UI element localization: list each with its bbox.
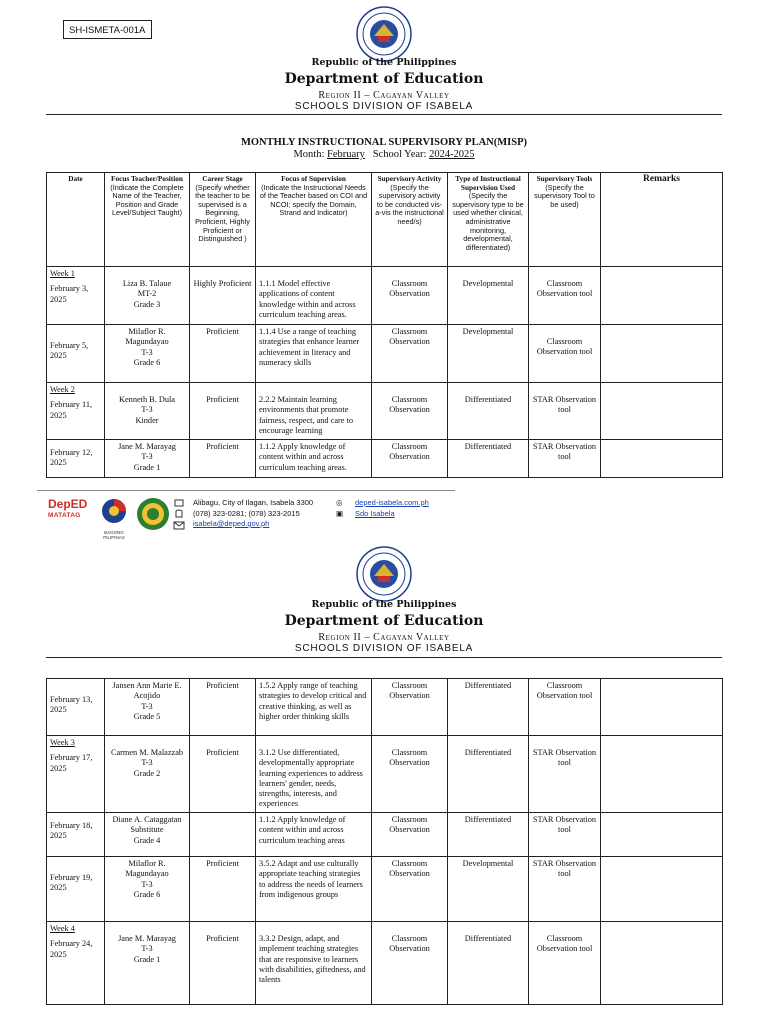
supervision-type-text: Differentiated [464, 395, 512, 404]
career-stage-text: Proficient [206, 934, 239, 943]
date-value: February 17, 2025 [50, 753, 93, 773]
school-year-label: School Year: [372, 149, 427, 160]
header-rule [46, 114, 722, 115]
bagong-pilipinas-icon [94, 497, 134, 525]
date-cell [47, 383, 105, 440]
deped-seal-icon-2 [356, 546, 412, 602]
career-stage-text: Proficient [206, 327, 239, 336]
footer-web-icons [336, 498, 352, 519]
teacher-cell [105, 679, 190, 736]
week-label: Week 3 [50, 738, 75, 747]
career-stage-cell [190, 383, 256, 440]
activity-text: Classroom Observation [389, 934, 430, 954]
table-row [47, 325, 723, 383]
column-header [256, 173, 372, 267]
table-row [47, 857, 723, 922]
activity-cell [372, 383, 448, 440]
remarks-cell [601, 736, 723, 813]
date-cell [47, 440, 105, 478]
date-value: February 13, 2025 [50, 695, 93, 715]
date-cell [47, 325, 105, 383]
footer-rule [37, 490, 455, 491]
table-row [47, 267, 723, 325]
teacher-line: Diane A. Cataggatan [112, 815, 182, 824]
teacher-line: T-3 [141, 452, 153, 462]
teacher-line: Grade 4 [133, 835, 161, 845]
focus-cell [256, 383, 372, 440]
deped-seal-icon [356, 6, 412, 62]
date-cell [47, 813, 105, 857]
date-value: February 3, 2025 [50, 284, 89, 304]
supervisory-plan-table-continued [46, 678, 723, 1005]
tool-text: STAR Observation tool [532, 859, 597, 879]
supervision-type-text: Differentiated [464, 934, 512, 943]
table-row [47, 813, 723, 857]
teacher-cell [105, 736, 190, 813]
teacher-line: Jane M. Marayag [118, 934, 176, 943]
focus-cell [256, 857, 372, 922]
teacher-cell [105, 440, 190, 478]
career-stage-cell [190, 679, 256, 736]
focus-text: 3.3.2 Design, adapt, and implement teaching strategies that are responsive to learners with disabilities, giftedness, and talents [259, 934, 366, 985]
career-stage-cell [190, 325, 256, 383]
bagong-pilipinas-text: BAGONG PILIPINAS [103, 530, 125, 540]
date-cell [47, 857, 105, 922]
tool-text: Classroom Observation tool [536, 681, 593, 701]
date-value: February 19, 2025 [50, 873, 93, 893]
focus-text: 2.2.2 Maintain learning environments that promote fairness, respect, and care to encourage learning [259, 395, 353, 435]
department-title-2: Department of Education [284, 613, 484, 629]
teacher-line: Kinder [135, 415, 159, 425]
teacher-line: Grade 1 [133, 954, 161, 964]
career-stage-cell [190, 922, 256, 1005]
column-title: Focus Teacher/Position [111, 174, 183, 183]
remarks-cell [601, 383, 723, 440]
tool-text: STAR Observation tool [532, 748, 597, 768]
supervision-type-text: Developmental [462, 859, 514, 868]
focus-text: 1.1.2 Apply knowledge of content within and across curriculum teaching areas [259, 815, 346, 845]
focus-text: 1.1.2 Apply knowledge of content within and across curriculum teaching areas. [259, 442, 347, 472]
supervision-type-text: Differentiated [464, 748, 512, 757]
column-instruction: (Specify whether the teacher to be supervised is a Beginning, Proficient, Highly Proficient or Distinguished ) [195, 182, 250, 244]
footer-address: Alibagu, City of Ilagan, Isabela 3300 [193, 498, 314, 507]
tool-text: STAR Observation tool [532, 395, 597, 415]
tool-cell [529, 813, 601, 857]
activity-text: Classroom Observation [389, 442, 430, 462]
focus-text: 1.1.4 Use a range of teaching strategies that enhance learner achievement in literacy and numeracy skills [259, 327, 360, 367]
division-seal-icon [136, 497, 170, 531]
month-line [0, 149, 768, 160]
column-header [190, 173, 256, 267]
teacher-line: T-3 [141, 701, 153, 711]
supervision-type-text: Developmental [462, 327, 514, 336]
focus-text: 1.1.1 Model effective applications of content knowledge within and across curriculum teaching areas. [259, 279, 356, 319]
column-title: Date [68, 174, 83, 183]
month-label: Month: [293, 149, 325, 160]
supervision-type-cell [448, 813, 529, 857]
teacher-line: T-3 [141, 944, 153, 954]
date-value: February 12, 2025 [50, 448, 93, 468]
career-stage-text: Highly Proficient [193, 279, 252, 288]
tool-cell [529, 325, 601, 383]
focus-cell [256, 325, 372, 383]
supervision-type-cell [448, 267, 529, 325]
table-header-row [47, 173, 723, 267]
school-year-value: 2024-2025 [429, 149, 475, 160]
footer-email[interactable]: isabela@deped.gov.ph [193, 519, 270, 528]
date-value: February 11, 2025 [50, 400, 93, 420]
teacher-line: MT-2 [137, 289, 157, 299]
activity-text: Classroom Observation [389, 748, 430, 768]
date-cell [47, 922, 105, 1005]
teacher-line: T-3 [141, 405, 153, 415]
column-title: Supervisory Tools [536, 174, 593, 183]
header-rule-2 [46, 657, 722, 658]
activity-cell [372, 813, 448, 857]
column-instruction: (Specify the supervisory activity to be conducted vis-a-vis the instructional need/s) [375, 182, 444, 226]
document-code: SH-ISMETA-001A [63, 20, 152, 39]
table-row [47, 736, 723, 813]
column-instruction: (Specify the supervisory Tool to be used) [534, 182, 595, 209]
table-row [47, 383, 723, 440]
tool-cell [529, 440, 601, 478]
focus-cell [256, 679, 372, 736]
column-header [47, 173, 105, 267]
footer-phone: (078) 323-0281; (078) 323-2015 [193, 508, 300, 518]
table-row [47, 679, 723, 736]
tool-cell [529, 922, 601, 1005]
career-stage-cell [190, 736, 256, 813]
teacher-line: Grade 5 [133, 711, 161, 721]
date-cell [47, 736, 105, 813]
republic-text-2: Republic of the Philippines [311, 599, 457, 610]
week-label: Week 4 [50, 924, 75, 933]
teacher-cell [105, 325, 190, 383]
date-value: February 5, 2025 [50, 341, 89, 361]
focus-cell [256, 922, 372, 1005]
footer-website-link[interactable]: deped-isabela.com.ph [355, 498, 429, 507]
teacher-line: T-3 [141, 879, 153, 889]
activity-text: Classroom Observation [389, 279, 430, 299]
contact-icons [172, 498, 186, 530]
division-text-2: SCHOOLS DIVISION OF ISABELA [294, 643, 474, 654]
teacher-cell [105, 383, 190, 440]
tool-cell [529, 267, 601, 325]
supervision-type-cell [448, 383, 529, 440]
remarks-cell [601, 325, 723, 383]
month-value: February [326, 149, 365, 160]
column-header [372, 173, 448, 267]
column-header [601, 173, 723, 267]
teacher-line: Carmen M. Malazzab [110, 748, 184, 757]
footer-facebook-link[interactable]: Sdo Isabela [355, 508, 395, 518]
supervision-type-cell [448, 857, 529, 922]
focus-cell [256, 440, 372, 478]
activity-text: Classroom Observation [389, 859, 430, 879]
teacher-cell [105, 922, 190, 1005]
remarks-cell [601, 813, 723, 857]
tool-cell [529, 857, 601, 922]
focus-cell [256, 267, 372, 325]
career-stage-cell [190, 440, 256, 478]
supervision-type-cell [448, 922, 529, 1005]
tool-cell [529, 736, 601, 813]
tool-text: STAR Observation tool [532, 815, 597, 835]
career-stage-cell [190, 813, 256, 857]
activity-text: Classroom Observation [389, 327, 430, 347]
activity-cell [372, 922, 448, 1005]
tool-text: Classroom Observation tool [536, 279, 593, 299]
teacher-line: Grade 3 [133, 299, 161, 309]
column-header [448, 173, 529, 267]
table-row [47, 440, 723, 478]
supervision-type-text: Differentiated [464, 681, 512, 690]
department-title: Department of Education [284, 71, 484, 87]
focus-cell [256, 736, 372, 813]
teacher-line: Grade 6 [133, 357, 161, 367]
teacher-line: T-3 [141, 347, 153, 357]
teacher-line: Substitute [130, 825, 164, 835]
activity-cell [372, 679, 448, 736]
facebook-icon: ▣ [336, 508, 344, 518]
date-value: February 18, 2025 [50, 821, 93, 841]
teacher-line: Grade 6 [133, 889, 161, 899]
career-stage-text: Proficient [206, 748, 239, 757]
career-stage-text: Proficient [206, 442, 239, 451]
activity-text: Classroom Observation [389, 681, 430, 701]
remarks-cell [601, 679, 723, 736]
activity-text: Classroom Observation [389, 395, 430, 415]
column-title: Remarks [643, 174, 680, 184]
focus-text: 3.5.2 Adapt and use culturally appropriate teaching strategies to address the needs of learners from indigenous groups [259, 859, 363, 899]
teacher-line: Jane M. Marayag [118, 442, 176, 451]
supervision-type-cell [448, 679, 529, 736]
teacher-line: Grade 1 [133, 462, 161, 472]
column-title: Supervisory Activity [377, 174, 442, 183]
teacher-line: Jansen Ann Marie E. Acojido [112, 681, 182, 701]
tool-cell [529, 679, 601, 736]
supervision-type-cell [448, 440, 529, 478]
activity-cell [372, 857, 448, 922]
supervision-type-cell [448, 736, 529, 813]
career-stage-text: Proficient [206, 859, 239, 868]
column-instruction: (Indicate the Complete Name of the Teacher, Position and Grade Level/Subject Taught) [110, 182, 184, 218]
teacher-line: Liza B. Talaue [122, 279, 172, 288]
date-cell [47, 679, 105, 736]
remarks-cell [601, 267, 723, 325]
footer-address-block [193, 498, 343, 530]
teacher-line: Kenneth B. Dula [119, 395, 175, 404]
teacher-line: Grade 2 [133, 768, 161, 778]
date-value: February 24, 2025 [50, 939, 93, 959]
supervision-type-text: Developmental [462, 279, 514, 288]
column-header [105, 173, 190, 267]
table-row [47, 922, 723, 1005]
career-stage-cell [190, 857, 256, 922]
matatag-logo-text: MATATAG [48, 512, 81, 519]
week-label: Week 2 [50, 385, 75, 394]
teacher-cell [105, 857, 190, 922]
tool-text: Classroom Observation tool [536, 934, 593, 954]
deped-logo-text: DepED [48, 497, 88, 511]
tool-cell [529, 383, 601, 440]
activity-cell [372, 440, 448, 478]
globe-icon: ◎ [336, 498, 343, 507]
teacher-line: T-3 [141, 758, 153, 768]
column-title: Career Stage [202, 174, 243, 183]
date-cell [47, 267, 105, 325]
career-stage-text: Proficient [206, 395, 239, 404]
focus-cell [256, 813, 372, 857]
plan-title: MONTHLY INSTRUCTIONAL SUPERVISORY PLAN(MISP) [240, 137, 527, 148]
supervisory-plan-table [46, 172, 723, 478]
column-instruction: (Indicate the Instructional Needs of the Teacher based on COI and NCOI; specify the Domain, Strand and Indicator) [259, 182, 368, 218]
teacher-cell [105, 267, 190, 325]
republic-text: Republic of the Philippines [311, 57, 457, 68]
deped-matatag-logo [48, 498, 92, 520]
focus-text: 3.1.2 Use differentiated, developmentally appropriate learning experiences to address learners' gender, needs, strengths, interests, and experiences [259, 748, 363, 809]
remarks-cell [601, 857, 723, 922]
week-label: Week 1 [50, 269, 75, 278]
column-instruction: (Specify the supervisory type to be used whether clinical, administrative monitoring, developmental, differentiated) [452, 191, 524, 252]
activity-cell [372, 325, 448, 383]
career-stage-cell [190, 267, 256, 325]
activity-cell [372, 736, 448, 813]
career-stage-text: Proficient [206, 681, 239, 690]
teacher-line: Milaflor R. Magundayao [125, 327, 169, 347]
supervision-type-cell [448, 325, 529, 383]
column-title: Type of Instructional Supervision Used [455, 174, 521, 192]
activity-text: Classroom Observation [389, 815, 430, 835]
focus-text: 1.5.2 Apply range of teaching strategies to develop critical and creative thinking, as well as higher order thinking skills [259, 681, 367, 721]
tool-text: STAR Observation tool [532, 442, 597, 462]
tool-text: Classroom Observation tool [536, 337, 593, 357]
remarks-cell [601, 440, 723, 478]
remarks-cell [601, 922, 723, 1005]
activity-cell [372, 267, 448, 325]
column-header [529, 173, 601, 267]
supervision-type-text: Differentiated [464, 442, 512, 451]
teacher-line: Milaflor R. Magundayao [125, 859, 169, 879]
column-title: Focus of Supervision [281, 174, 346, 183]
teacher-cell [105, 813, 190, 857]
region-text: Region II – Cagayan Valley [318, 90, 450, 101]
supervision-type-text: Differentiated [464, 815, 512, 824]
division-text: SCHOOLS DIVISION OF ISABELA [294, 101, 474, 112]
bagong-pilipinas-logo [94, 497, 134, 540]
footer-links [355, 498, 455, 519]
region-text-2: Region II – Cagayan Valley [318, 632, 450, 643]
